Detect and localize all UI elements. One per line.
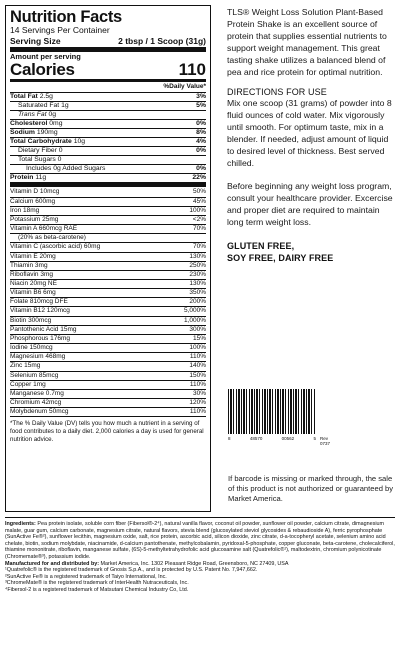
vitamin-row <box>10 253 206 262</box>
vitamin-daily-value: 100% <box>189 344 206 352</box>
vitamin-row <box>10 353 206 362</box>
trademark-notes <box>5 567 395 593</box>
vitamin-rows <box>10 188 206 417</box>
revision-code: Rev 0737 <box>320 436 331 446</box>
nutrient-amount: 190mg <box>36 128 58 136</box>
vitamin-daily-value: 15% <box>192 334 206 342</box>
manufacturer-label: Manufactured for and distributed by: <box>5 560 100 567</box>
barcode-icon <box>228 389 316 434</box>
vitamin-name: (20% as beta-carotene) <box>18 234 86 242</box>
vitamin-daily-value: 110% <box>189 353 206 361</box>
vitamin-row <box>10 225 206 234</box>
vitamin-name: Iron 18mg <box>10 206 40 214</box>
barcode-group-2: 00562 <box>281 436 295 441</box>
nutrient-name <box>18 156 61 164</box>
nutrient-amount: 11g <box>35 174 47 182</box>
vitamin-daily-value: 50% <box>192 188 206 196</box>
vitamin-daily-value: 150% <box>189 371 206 379</box>
vitamin-daily-value: 100% <box>189 206 206 214</box>
vitamin-name: Biotin 300mcg <box>10 316 52 324</box>
vitamin-row <box>10 381 206 390</box>
barcode-digits <box>228 436 316 441</box>
vitamin-name: Thiamin 3mg <box>10 261 48 269</box>
nutrient-daily-value: 4% <box>196 137 206 145</box>
vitamin-daily-value: 130% <box>189 252 206 260</box>
vitamin-row <box>10 307 206 316</box>
ingredients-paragraph <box>5 521 395 561</box>
nutrient-amount: 0mg <box>49 119 63 127</box>
vitamin-daily-value: 350% <box>189 289 206 297</box>
nutrient-label: Sodium <box>10 128 35 136</box>
barcode-block <box>228 389 336 444</box>
nutrient-row <box>10 156 206 165</box>
vitamin-daily-value: 250% <box>189 261 206 269</box>
nutrient-daily-value: 0% <box>196 147 206 155</box>
vitamin-daily-value: 70% <box>192 225 206 233</box>
vitamin-daily-value: 5,000% <box>183 307 206 315</box>
barcode-group-1: 48570 <box>249 436 263 441</box>
daily-value-header: %Daily Value* <box>10 83 206 93</box>
vitamin-row <box>10 408 206 417</box>
nutrient-amount: 0g <box>48 110 57 118</box>
nutrient-name <box>18 147 63 155</box>
nutrient-row <box>10 93 206 102</box>
weight-loss-warning: Before beginning any weight loss program, consult your healthcare provider. Excercise and proper diet are required to maintain long term weight loss. <box>227 181 393 228</box>
vitamin-name: Folate 810mcg DFE <box>10 298 68 306</box>
nutrient-name <box>10 93 53 101</box>
vitamin-name: Zinc 15mg <box>10 362 41 370</box>
barcode-digit-left: 8 <box>228 436 231 441</box>
nutrient-daily-value: 5% <box>196 101 206 109</box>
vitamin-row <box>10 234 206 243</box>
vitamin-daily-value: 45% <box>192 197 206 205</box>
nutrient-row <box>10 174 206 182</box>
vitamin-name: Vitamin E 20mg <box>10 252 56 260</box>
product-intro <box>227 6 397 78</box>
vitamin-row <box>10 207 206 216</box>
nutrient-name <box>10 129 58 137</box>
vitamin-name: Pantothenic Acid 15mg <box>10 325 77 333</box>
trademark-note: ²SunActive Fe® is a registered trademark of Taiyo International, Inc. <box>5 573 167 580</box>
vitamin-daily-value: 110% <box>189 408 206 416</box>
vitamin-row <box>10 216 206 225</box>
nutrient-rows <box>10 93 206 183</box>
vitamin-name: Magnesium 468mg <box>10 353 66 361</box>
vitamin-daily-value: <2% <box>192 215 206 223</box>
vitamin-daily-value: 120% <box>189 399 206 407</box>
divider-medium <box>10 79 206 82</box>
nutrition-facts-panel <box>5 5 211 512</box>
nutrient-label: Protein <box>10 174 34 182</box>
product-intro-text: is an excellent source of protein that supplies essential nutrients to support weight management. This great tasting shake utilizes a balanced blend of pea and rice protein for optimal nutrition. <box>227 19 387 77</box>
nutrient-name <box>26 165 105 173</box>
trademark-note: ³ChromeMate® is the registered trademark of InterHealth Nutraceuticals, Inc. <box>5 580 189 587</box>
directions-text: Mix one scoop (31 grams) of powder into 8 fluid ounces of cold water. Mix vigorously until smooth. For optimum taste, mix in a blender. If needed, adjust amount of liquid to desired level of thickness. Best served chilled. <box>227 98 392 168</box>
nutrient-row <box>10 147 206 156</box>
vitamin-name: Vitamin A 660mcg RAE <box>10 225 78 233</box>
nutrient-name <box>10 138 85 146</box>
nutrient-daily-value: 0% <box>196 119 206 127</box>
vitamin-row <box>10 372 206 381</box>
nutrient-name <box>18 111 56 119</box>
vitamin-daily-value: 130% <box>189 280 206 287</box>
vitamin-daily-value: 230% <box>189 270 206 278</box>
vitamin-name: Niacin 20mg NE <box>10 280 57 287</box>
trademark-note: ⁴Fibersol-2 is a registered trademark of Matsutani Chemical Industry Co, Ltd. <box>5 586 189 593</box>
gluten-free-claim: GLUTEN FREE, <box>227 241 295 252</box>
product-description-column <box>227 6 397 264</box>
daily-value-footnote: *The % Daily Value (DV) tells you how much a nutrient in a serving of food contributes to a daily diet. 2,000 calories a day is used for general nutrition advice. <box>10 420 204 443</box>
vitamin-row <box>10 280 206 289</box>
nutrient-name <box>10 174 46 182</box>
barcode-notice: If barcode is missing or marked through, the sale of this product is not authorized or guaranteed by Market America. <box>228 474 394 503</box>
directions-heading: DIRECTIONS FOR USE <box>227 87 327 97</box>
calories-label: Calories <box>10 59 75 79</box>
vitamin-row <box>10 399 206 408</box>
nutrient-label: Includes 0g Added Sugars <box>26 165 106 173</box>
nutrient-amount: 1g <box>61 101 69 109</box>
soy-dairy-free-claim: SOY FREE, DAIRY FREE <box>227 253 334 264</box>
nutrient-label: Dietary Fiber <box>18 147 57 155</box>
serving-size-label: Serving Size <box>10 35 61 46</box>
serving-size-row <box>10 36 206 46</box>
nutrient-label: Cholesterol <box>10 119 48 127</box>
vitamin-row <box>10 262 206 271</box>
nutrient-label: Total Sugars <box>18 156 56 164</box>
nutrient-row <box>10 129 206 138</box>
nutrient-amount: 10g <box>73 137 86 145</box>
ingredients-label: Ingredients: <box>5 521 36 527</box>
vitamin-name: Chromium 42mcg <box>10 399 62 407</box>
vitamin-name: Phosphorous 176mg <box>10 334 70 342</box>
manufacturer-text: Market America, Inc. 1302 Pleasant Ridge Road, Greensboro, NC 27409, USA <box>99 560 289 567</box>
product-name: TLS® Weight Loss Solution Plant-Based Protein Shake <box>227 7 383 29</box>
vitamin-name: Vitamin B6 6mg <box>10 289 56 297</box>
nutrient-daily-value: 8% <box>196 128 206 136</box>
vitamin-name: Manganese 0.7mg <box>10 389 64 397</box>
nutrient-amount: 0 <box>58 147 63 155</box>
vitamin-name: Calcium 600mg <box>10 197 56 205</box>
nutrient-name <box>10 120 63 128</box>
nutrient-row <box>10 165 206 174</box>
ingredients-text: Pea protein isolate, soluble corn fiber (Fibersol®-2⁴), natural vanilla flavor, coconut oil powder, sunflower oil powder, calcium citrate, dimagnesium malate, guar gum, calcium carbonate, magnesium citrate, natural flavors, stevia blend (glucosylated steviol glycosides & rebaudioside A), ferric pyrophosphate (SunActive Fe®²), sunflower lecithin, magnesium oxide, salt, rice protein, ascorbic acid, silicon dioxide, zinc citrate, d-a-tocopheryl acetate, selenium amino acid chelate, biotin, sodium molybdate, niacinamide, d-calcium pantothenate, methylcobalamin, pyridoxal-5-phosphate, copper gluconate, beta-carotene, cholecalciferol, thiamine mononitrate, riboflavin, manganese sulfate, (6S)-5-methyltetrahydrofolic acid glucosamine salt (Quatrefolic®¹), maltodextrin, chromium polynicotinate (Chromemate®³), potassium iodide. <box>5 521 395 560</box>
nutrient-daily-value: 3% <box>196 92 206 100</box>
vitamin-row <box>10 198 206 207</box>
vitamin-daily-value: 200% <box>189 298 206 306</box>
divider-vitamins <box>10 182 206 187</box>
nutrition-title: Nutrition Facts <box>10 8 122 26</box>
vitamin-row <box>10 326 206 335</box>
vitamin-row <box>10 289 206 298</box>
vitamin-name: Vitamin D 10mcg <box>10 188 60 196</box>
vitamin-name: Iodine 150mcg <box>10 344 53 352</box>
vitamin-daily-value: 300% <box>189 325 206 333</box>
vitamin-name: Copper 1mg <box>10 380 46 388</box>
vitamin-name: Vitamin C (ascorbic acid) 60mg <box>10 243 101 251</box>
nutrient-name <box>18 102 69 110</box>
nutrient-daily-value: 0% <box>196 165 206 173</box>
vitamin-row <box>10 362 206 371</box>
nutrient-row <box>10 138 206 147</box>
vitamin-row <box>10 188 206 197</box>
nutrient-amount: 2.5g <box>39 92 53 100</box>
free-from-claims <box>227 240 397 264</box>
servings-per-container: 14 Servings Per Container <box>10 25 110 35</box>
vitamin-daily-value: 1,000% <box>183 316 206 324</box>
calories-value: 110 <box>178 59 206 79</box>
nutrient-label: Total Carbohydrate <box>10 137 72 145</box>
nutrient-label: Total Fat <box>10 92 38 100</box>
vitamin-daily-value: 110% <box>189 380 206 388</box>
vitamin-daily-value: 140% <box>189 362 206 370</box>
vitamin-row <box>10 298 206 307</box>
vitamin-row <box>10 243 206 252</box>
vitamin-daily-value: 70% <box>192 243 206 251</box>
vitamin-row <box>10 271 206 280</box>
ingredients-section <box>5 517 395 594</box>
divider-thick <box>10 47 206 52</box>
vitamin-row <box>10 390 206 399</box>
barcode-digit-right: 5 <box>313 436 316 441</box>
nutrient-label: Trans Fat <box>18 110 47 118</box>
vitamin-name: Molybdenum 50mcg <box>10 408 69 416</box>
vitamin-row <box>10 317 206 326</box>
nutrient-row <box>10 120 206 129</box>
amount-per-serving: Amount per serving <box>10 51 81 61</box>
vitamin-row <box>10 344 206 353</box>
vitamin-daily-value: 30% <box>192 389 206 397</box>
vitamin-name: Potassium 25mg <box>10 215 59 223</box>
trademark-note: ¹Quatrefolic® is the registered trademark of Gnosis S.p.A., and is protected by U.S. Patent No. 7,947,662. <box>5 567 258 574</box>
nutrient-row <box>10 111 206 120</box>
vitamin-name: Riboflavin 3mg <box>10 270 53 278</box>
nutrient-amount: 0 <box>57 156 62 164</box>
serving-size-value: 2 tbsp / 1 Scoop (31g) <box>118 35 206 46</box>
vitamin-row <box>10 335 206 344</box>
vitamin-name: Selenium 85mcg <box>10 371 59 379</box>
nutrient-row <box>10 102 206 111</box>
vitamin-name: Vitamin B12 120mcg <box>10 307 70 315</box>
nutrient-daily-value: 22% <box>192 174 206 182</box>
nutrient-label: Saturated Fat <box>18 101 60 109</box>
calories-row <box>10 61 206 78</box>
